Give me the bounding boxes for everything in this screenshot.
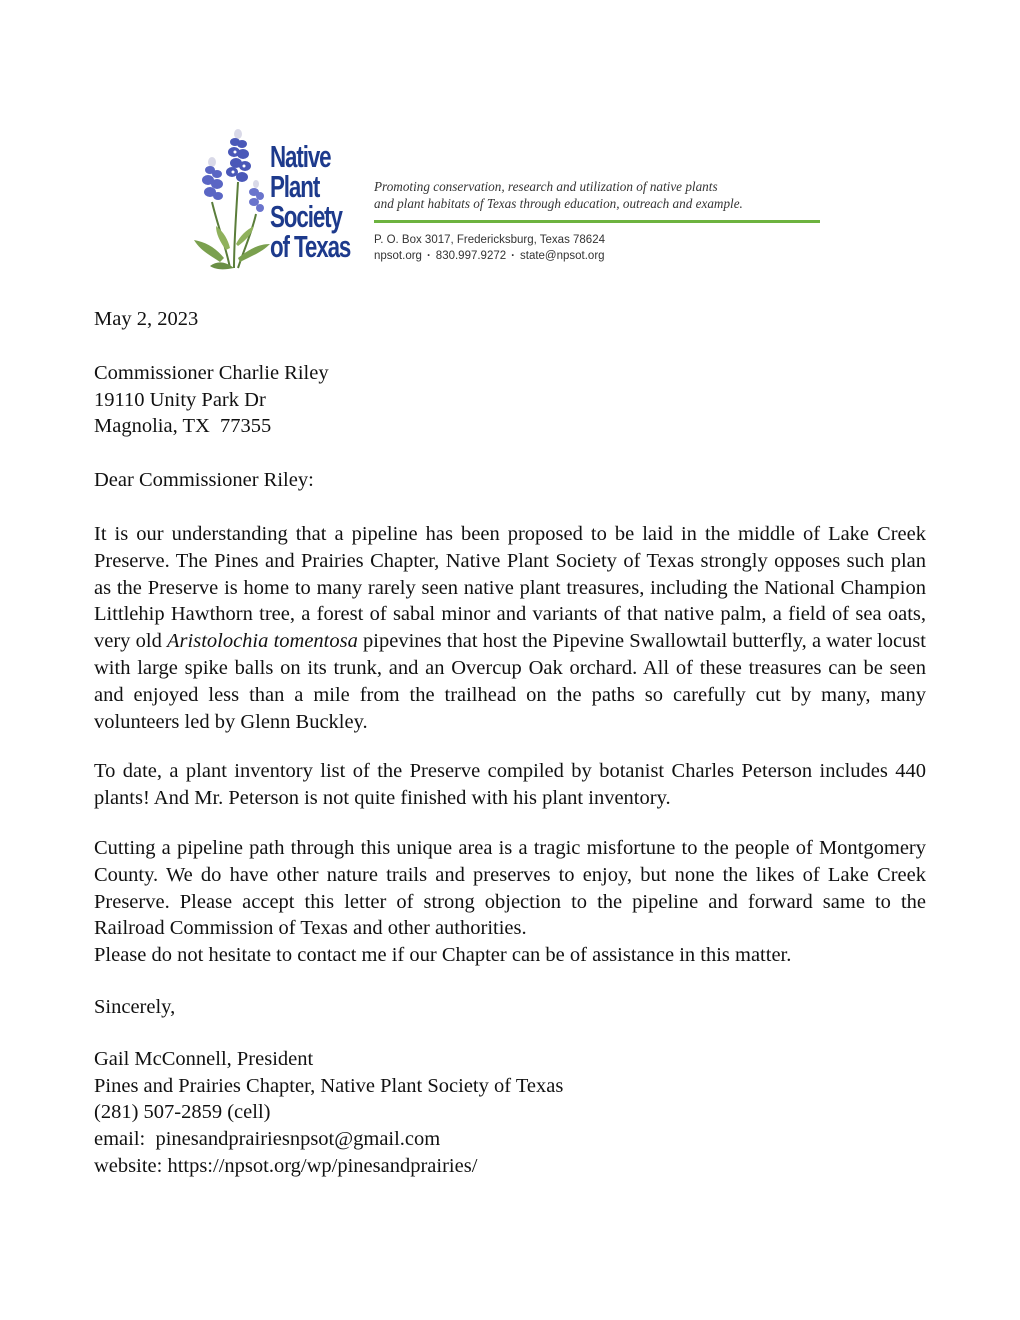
closing: Sincerely, — [94, 995, 176, 1018]
recipient-city: Magnolia, TX 77355 — [94, 415, 272, 438]
letterhead-contact — [374, 232, 814, 264]
separator-dot-icon: · — [511, 250, 515, 262]
signer-name: Gail McConnell, President — [94, 1047, 314, 1070]
letterhead-address: P. O. Box 3017, Fredericksburg, Texas 78624 — [374, 234, 605, 246]
species-name: Aristolochia tomentosa — [167, 630, 358, 653]
salutation: Dear Commissioner Riley: — [94, 469, 314, 492]
letterhead — [190, 122, 830, 272]
signer-website: website: https://npsot.org/wp/pinesandprairies/ — [94, 1154, 478, 1177]
recipient-street: 19110 Unity Park Dr — [94, 388, 266, 411]
paragraph-1 — [94, 521, 926, 735]
recipient-address — [94, 360, 926, 440]
logo-line: Plant — [270, 169, 320, 204]
paragraph-1-text-cont: pipevines that host the Pipevine Swallowtail butterfly, a water locust with large spike balls on its trunk, and an Overcup Oak orchard. All of these treasures can be seen and enjoyed less than a mile from the trailhead on the paths so carefully cut by many, many volunteers led by Glenn Buckley. — [94, 630, 926, 733]
letterhead-email: state@npsot.org — [520, 250, 605, 262]
signature-block — [94, 1046, 926, 1180]
letter-body — [94, 306, 926, 1180]
tagline-line: and plant habitats of Texas through education, outreach and example. — [374, 196, 743, 211]
letterhead-contact-line — [374, 248, 814, 264]
logo-wordmark — [270, 139, 351, 264]
letterhead-website: npsot.org — [374, 250, 422, 262]
paragraph-3: Cutting a pipeline path through this unique area is a tragic misfortune to the people of Montgomery County. We do have other nature trails and preserves to enjoy, but none the likes of Lake Creek Preserve. Please accept this letter of strong objection to the pipeline and forward same to the Railroad Commission of Texas and other authorities. — [94, 836, 926, 940]
logo-line: Society — [270, 199, 342, 234]
signer-phone: (281) 507-2859 (cell) — [94, 1101, 271, 1124]
paragraph-1-text: It is our understanding that a pipeline has been proposed to be laid in the middle of Lake Creek Preserve. The Pines and Prairies Chapter, Native Plant Society of Texas strongly opposes such plan as the Preserve is home to many rarely seen native plant treasures, including the National Champion Littlehip Hawthorn tree, a forest of sabal minor and variants of that native palm, a field of sea oats, very old — [94, 522, 926, 653]
letter-date: May 2, 2023 — [94, 308, 199, 330]
signer-email: email: pinesandprairiesnpsot@gmail.com — [94, 1128, 441, 1151]
logo-line: Native — [270, 139, 331, 174]
letterhead-phone: 830.997.9272 — [435, 250, 507, 262]
letterhead-divider — [374, 220, 820, 223]
paragraph-2: To date, a plant inventory list of the Preserve compiled by botanist Charles Peterson includes 440 plants! And Mr. Peterson is not quite finished with his plant inventory. — [94, 760, 926, 810]
bluebonnet-logo-icon — [190, 122, 272, 270]
paragraph-4: Please do not hesitate to contact me if our Chapter can be of assistance in this matter. — [94, 944, 792, 967]
recipient-name: Commissioner Charlie Riley — [94, 361, 329, 384]
logo-line: of Texas — [270, 229, 351, 264]
tagline-line: Promoting conservation, research and utilization of native plants — [374, 179, 718, 194]
signer-organization: Pines and Prairies Chapter, Native Plant Society of Texas — [94, 1074, 564, 1097]
separator-dot-icon: · — [426, 250, 431, 262]
tagline — [374, 178, 834, 212]
